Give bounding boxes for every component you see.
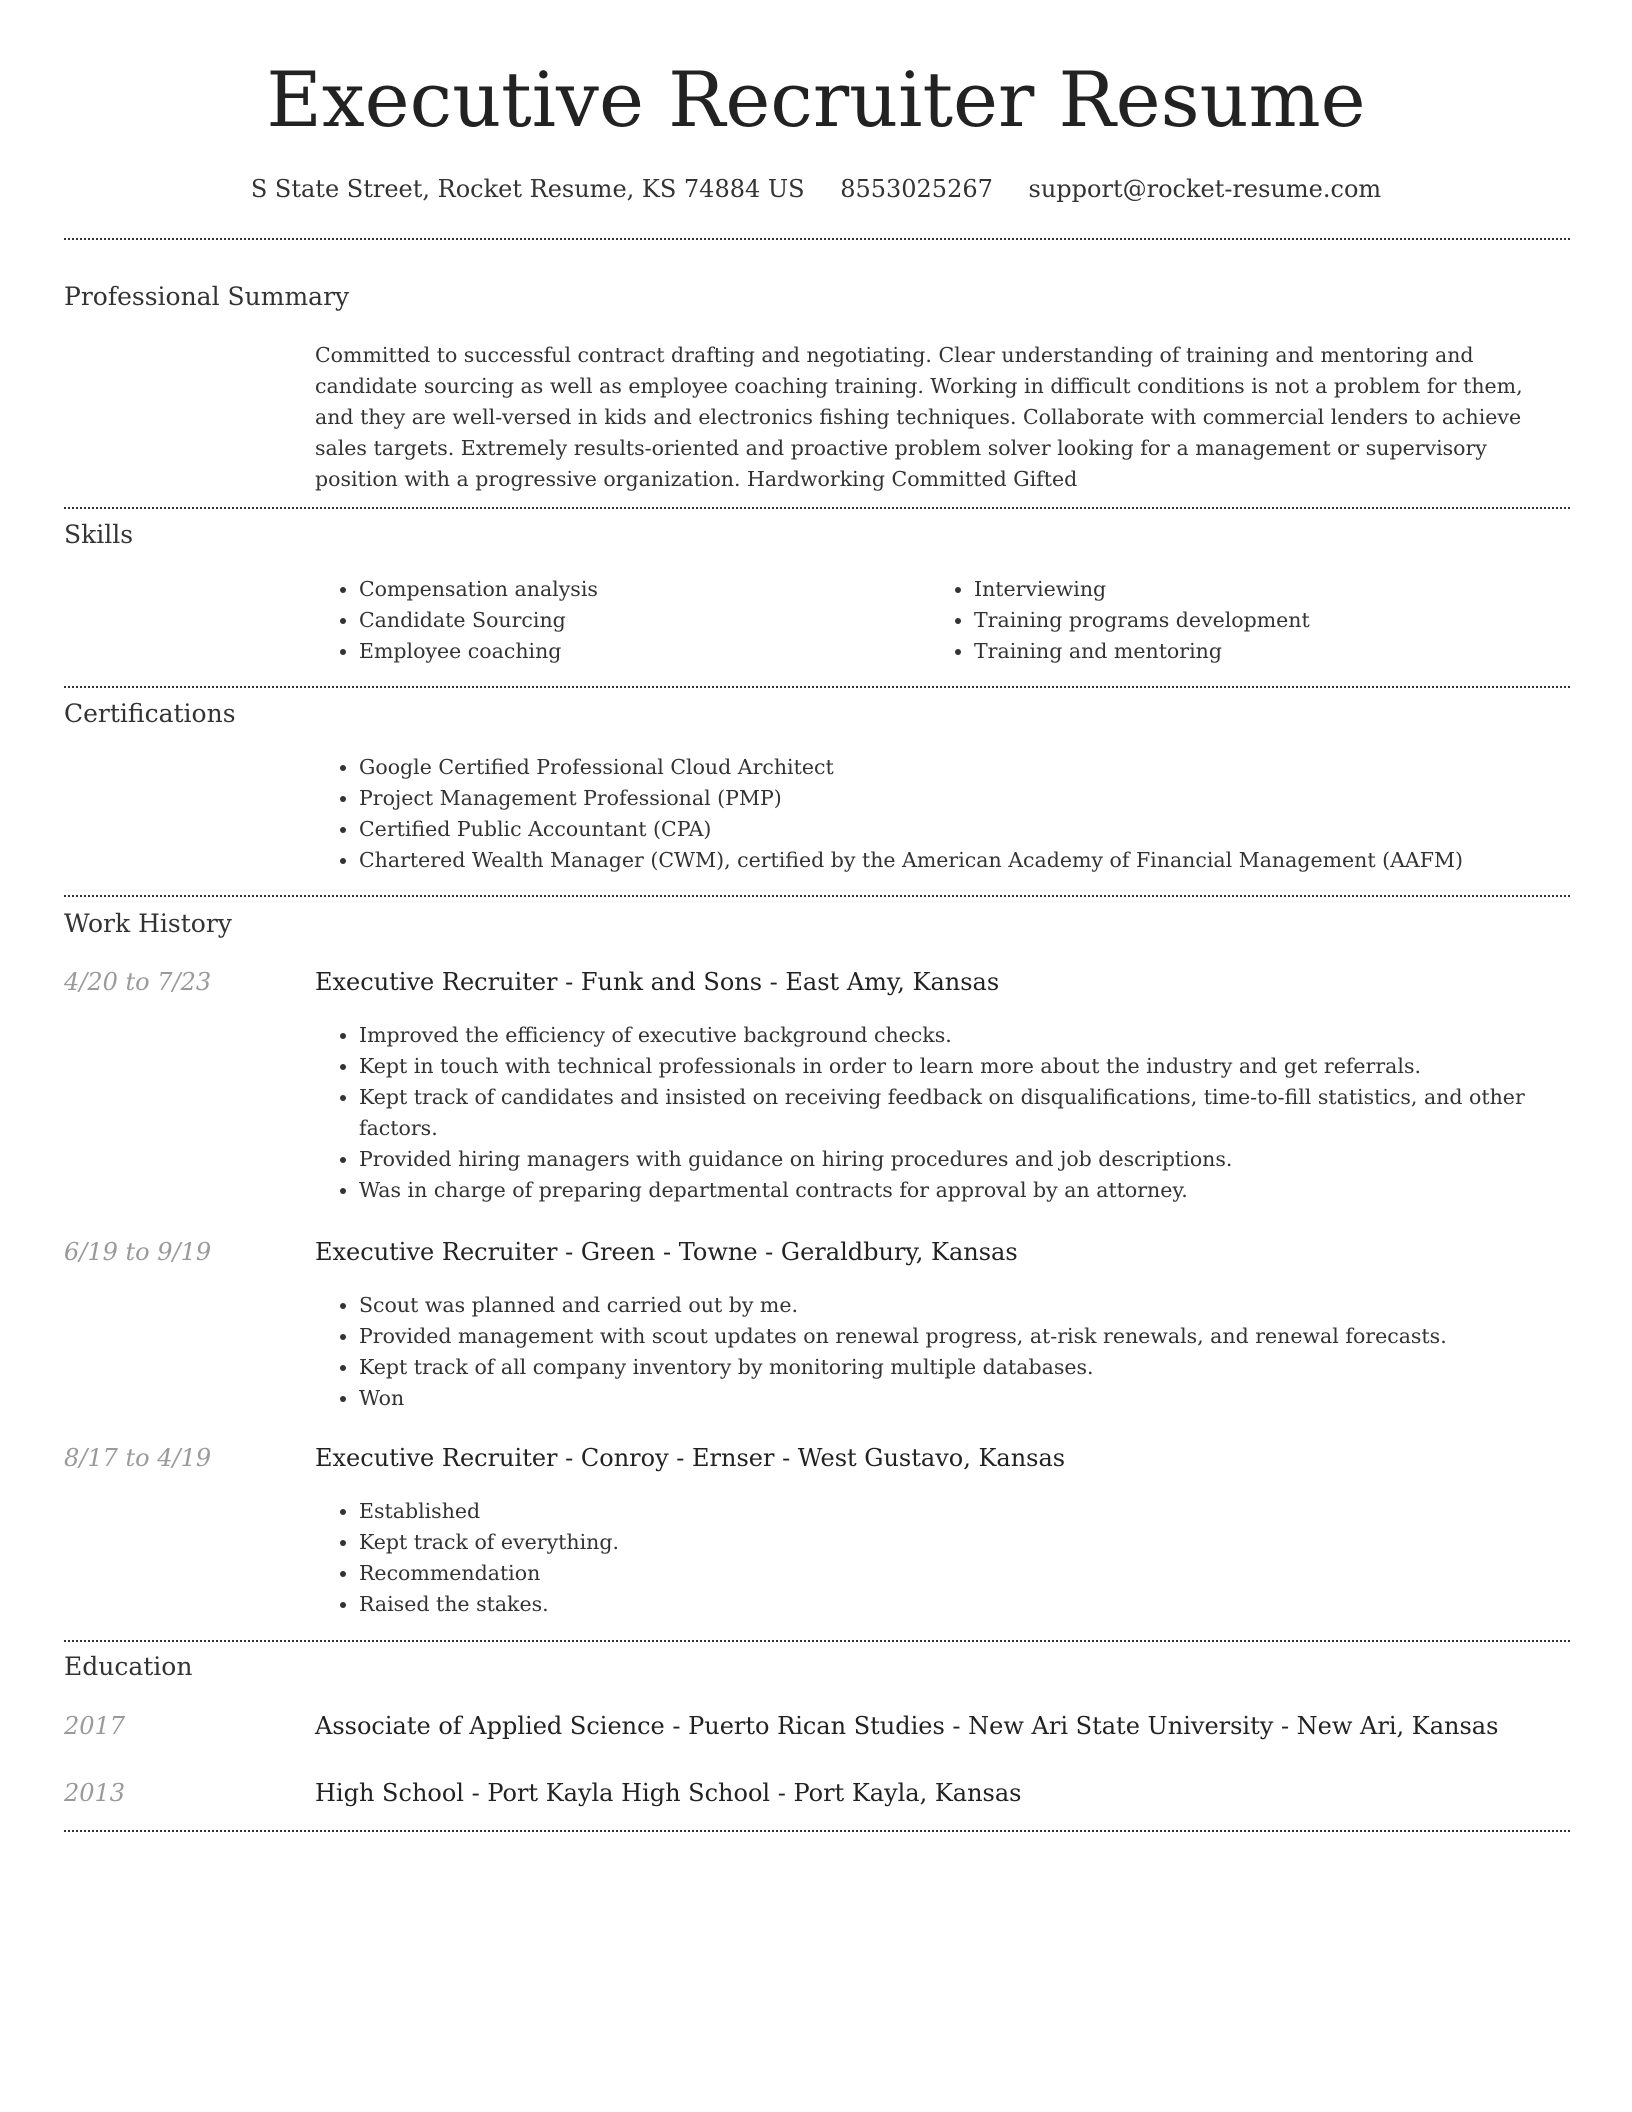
job-bullets [315, 1290, 1609, 1414]
skill-item: • Compensation analysis [359, 574, 919, 605]
skills-list-right [930, 574, 1594, 667]
section-divider [64, 507, 1570, 509]
job-bullets [315, 1496, 1609, 1620]
job-dates: 8/17 to 4/19 [64, 1444, 212, 1472]
contact-address: S State Street, Rocket Resume, KS 74884 US [250, 175, 805, 203]
skill-item: • Employee coaching [359, 636, 919, 667]
skill-item: • Interviewing [974, 574, 1594, 605]
job-bullet: • Established [359, 1496, 1609, 1527]
work-history-heading: Work History [64, 909, 232, 938]
education-year: 2017 [64, 1712, 126, 1740]
job-bullet: • Scout was planned and carried out by me. [359, 1290, 1609, 1321]
job-bullet: • Kept in touch with technical professionals in order to learn more about the industry and get referrals. [359, 1051, 1609, 1082]
job-bullet: • Won [359, 1383, 1609, 1414]
section-divider [64, 1640, 1570, 1642]
contact-line [0, 172, 1632, 206]
section-divider [64, 1830, 1570, 1832]
job-title: Executive Recruiter - Funk and Sons - East Amy, Kansas [315, 968, 1000, 996]
job-bullet: • Provided management with scout updates on renewal progress, at-risk renewals, and renewal forecasts. [359, 1321, 1609, 1352]
job-bullet: • Provided hiring managers with guidance on hiring procedures and job descriptions. [359, 1144, 1609, 1175]
section-divider [64, 238, 1570, 240]
certification-item: • Certified Public Accountant (CPA) [359, 814, 1609, 845]
certification-item: • Google Certified Professional Cloud Architect [359, 752, 1609, 783]
certification-item: • Project Management Professional (PMP) [359, 783, 1609, 814]
certifications-list [315, 752, 1609, 876]
certification-item: • Chartered Wealth Manager (CWM), certified by the American Academy of Financial Management (AAFM) [359, 845, 1609, 876]
contact-phone[interactable]: 8553025267 [840, 175, 993, 203]
job-bullet: • Kept track of everything. [359, 1527, 1609, 1558]
job-bullet: • Recommendation [359, 1558, 1609, 1589]
job-bullet: • Kept track of candidates and insisted on receiving feedback on disqualifications, time-to-fill statistics, and other factors. [359, 1082, 1609, 1144]
section-divider [64, 895, 1570, 897]
job-bullet: • Was in charge of preparing departmental contracts for approval by an attorney. [359, 1175, 1609, 1206]
job-bullet: • Improved the efficiency of executive background checks. [359, 1020, 1609, 1051]
skill-item: • Training and mentoring [974, 636, 1594, 667]
job-dates: 6/19 to 9/19 [64, 1238, 212, 1266]
contact-email[interactable]: support@rocket-resume.com [1028, 175, 1382, 203]
skills-list-left [315, 574, 919, 667]
education-year: 2013 [64, 1779, 126, 1807]
skill-item: • Candidate Sourcing [359, 605, 919, 636]
resume-title: Executive Recruiter Resume [266, 55, 1366, 144]
job-dates: 4/20 to 7/23 [64, 968, 212, 996]
education-degree: High School - Port Kayla High School - Port Kayla, Kansas [315, 1779, 1022, 1807]
education-heading: Education [64, 1652, 193, 1681]
job-title: Executive Recruiter - Green - Towne - Geraldbury, Kansas [315, 1238, 1018, 1266]
summary-heading: Professional Summary [64, 282, 350, 311]
job-bullet: • Kept track of all company inventory by monitoring multiple databases. [359, 1352, 1609, 1383]
job-bullets [315, 1020, 1609, 1206]
education-degree: Associate of Applied Science - Puerto Rican Studies - New Ari State University - New Ari, Kansas [315, 1712, 1499, 1740]
summary-text: Committed to successful contract drafting and negotiating. Clear understanding of training and mentoring and candidate sourcing as well as employee coaching training. Working in difficult conditions is not a problem for them, and they are well-versed in kids and electronics fishing techniques. Collaborate with commercial lenders to achieve sales targets. Extremely results-oriented and proactive problem solver looking for a management or supervisory position with a progressive organization. Hardworking Committed Gifted [315, 343, 1523, 491]
job-title: Executive Recruiter - Conroy - Ernser - West Gustavo, Kansas [315, 1444, 1066, 1472]
section-divider [64, 686, 1570, 688]
skill-item: • Training programs development [974, 605, 1594, 636]
skills-heading: Skills [64, 520, 134, 549]
certifications-heading: Certifications [64, 699, 236, 728]
job-bullet: • Raised the stakes. [359, 1589, 1609, 1620]
